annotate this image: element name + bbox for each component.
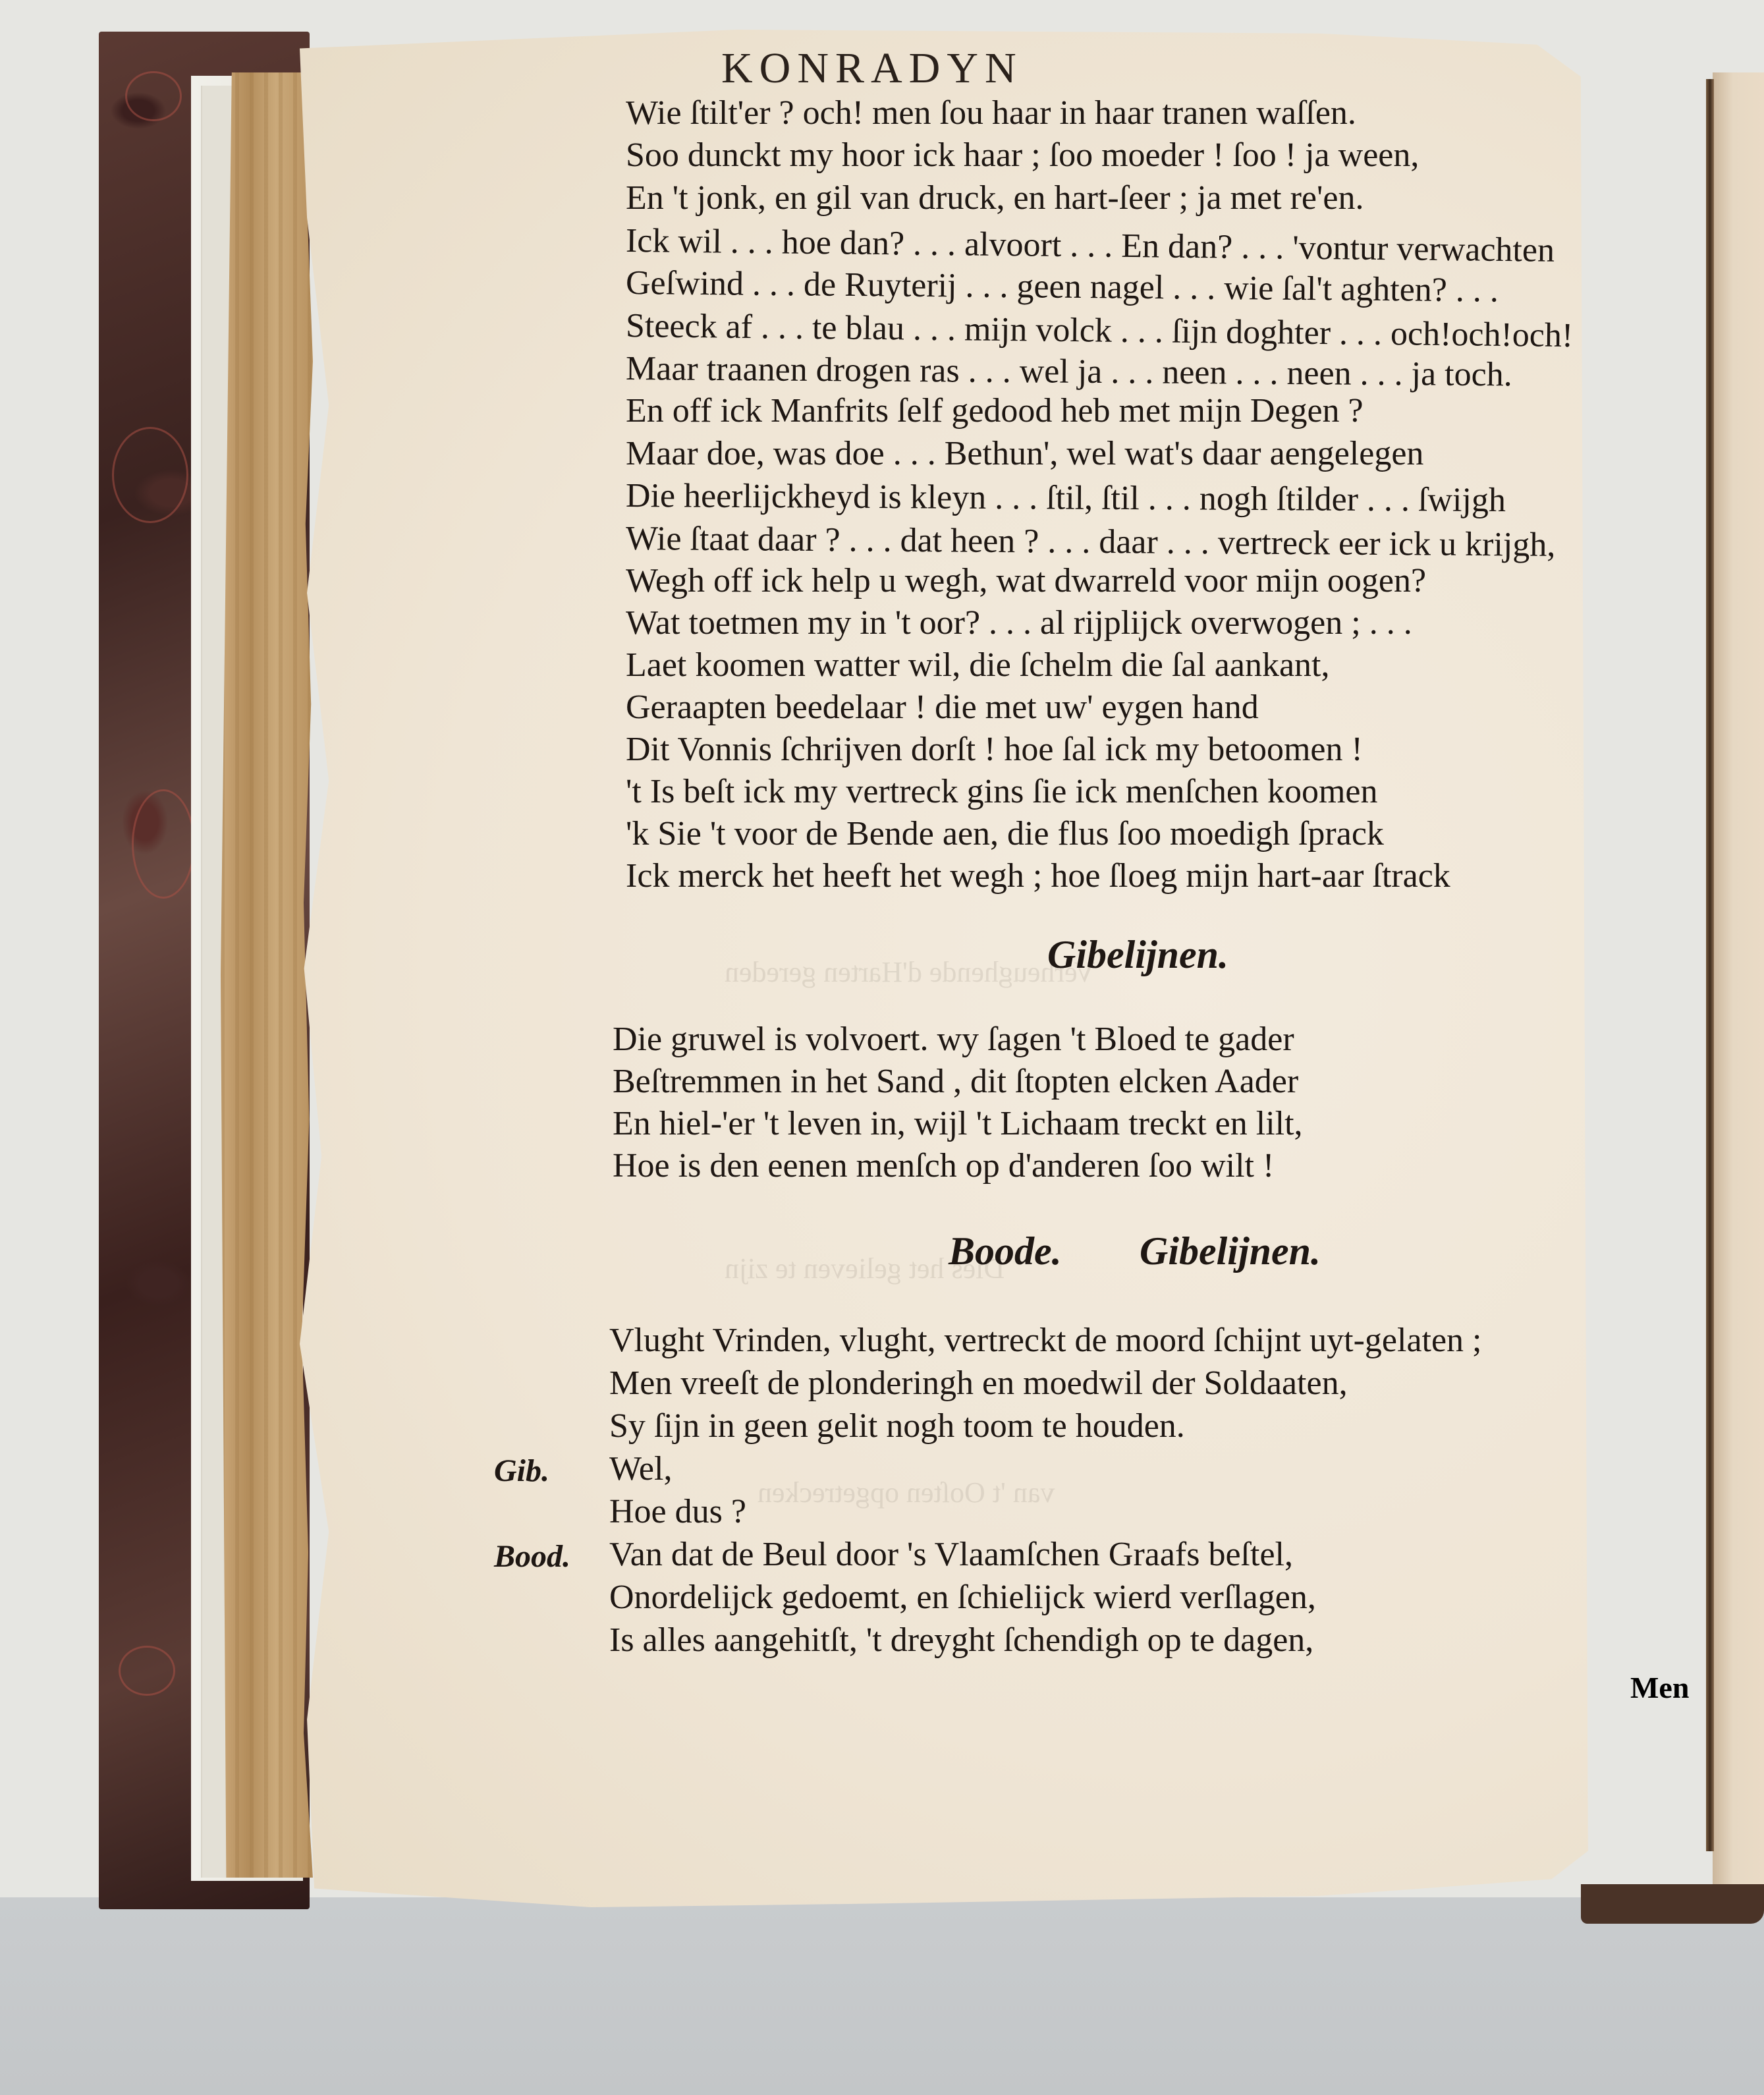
show-through-text: Verheughende d'Harten gereden xyxy=(725,956,1095,988)
show-through-text: van 't Ooſten opgetrecken xyxy=(758,1476,1055,1509)
marble-vein xyxy=(119,1646,175,1696)
verse-line: Beſtremmen in het Sand , dit ſtopten elcken Aader xyxy=(613,1063,1299,1100)
verse-line: Ick wil . . . hoe dan? . . . alvoort . . . En dan? . . . 'vontur verwachten xyxy=(625,222,1555,269)
speaker-heading-gibelijnen: Gibelijnen. xyxy=(1140,1229,1321,1273)
verse-line: 't Is beſt ick my vertreck gins ſie ick menſchen koomen xyxy=(626,773,1378,810)
running-head: KONRADYN xyxy=(721,44,1023,92)
verse-line: Wie ſtaat daar ? . . . dat heen ? . . . daar . . . vertreck eer ick u krijgh, xyxy=(625,520,1556,564)
verse-line: 'k Sie 't voor de Bende aen, die flus ſoo moedigh ſprack xyxy=(626,815,1384,852)
speaker-heading: Gibelijnen. xyxy=(1047,933,1229,976)
verse-line: Geſwind . . . de Ruyterij . . . geen nagel . . . wie ſal't aghten? . . . xyxy=(625,264,1499,310)
stained-page-edges xyxy=(221,72,313,1878)
verse-line: Hoe dus ? xyxy=(609,1493,746,1530)
verse-line: Geraapten beedelaar ! die met uw' eygen hand xyxy=(626,688,1259,726)
verse-line: Wie ſtilt'er ? och! men ſou haar in haar tranen waſſen. xyxy=(626,94,1356,132)
marble-vein xyxy=(112,427,188,523)
speaker-label-gib: Gib. xyxy=(494,1453,549,1488)
cover-corner xyxy=(1581,1884,1764,1924)
verse-line: Steeck af . . . te blau . . . mijn volck . . . ſijn doghter . . . och!och!och! xyxy=(625,307,1574,355)
verse-line: Wel, xyxy=(609,1450,673,1488)
text-block xyxy=(494,0,1746,1779)
verse-line: En 't jonk, en gil van druck, en hart-ſeer ; ja met re'en. xyxy=(626,179,1364,217)
verse-line: Wegh off ick help u wegh, wat dwarreld voor mijn oogen? xyxy=(626,562,1427,600)
verse-line: En off ick Manfrits ſelf gedood heb met mijn Degen ? xyxy=(626,392,1364,430)
verse-line: Van dat de Beul door 's Vlaamſchen Graafs beſtel, xyxy=(609,1536,1293,1573)
verse-line: Hoe is den eenen menſch op d'anderen ſoo wilt ! xyxy=(613,1147,1275,1185)
speaker-heading-boode: Boode. xyxy=(949,1229,1062,1273)
verse-line: Onordelijck gedoemt, en ſchielijck wierd verſlagen, xyxy=(609,1578,1316,1616)
verse-line: Is alles aangehitſt, 't dreyght ſchendigh op te dagen, xyxy=(609,1621,1314,1659)
verse-line: Laet koomen watter wil, die ſchelm die ſal aankant, xyxy=(626,646,1330,684)
marble-vein xyxy=(125,71,182,121)
verse-line: Maar doe, was doe . . . Bethun', wel wat's daar aengelegen xyxy=(626,435,1424,472)
catchword: Men xyxy=(1630,1671,1690,1704)
verse-line: Maar traanen drogen ras . . . wel ja . . . neen . . . neen . . . ja toch. xyxy=(625,350,1512,394)
verse-line: Soo dunckt my hoor ick haar ; ſoo moeder ! ſoo ! ja ween, xyxy=(626,136,1419,174)
verse-line: Sy ſijn in geen gelit nogh toom te houden. xyxy=(609,1407,1185,1445)
verse-line: Die gruwel is volvoert. wy ſagen 't Bloed te gader xyxy=(613,1020,1294,1058)
verse-line: Dit Vonnis ſchrijven dorſt ! hoe ſal ick my betoomen ! xyxy=(626,731,1363,768)
verse-line: Die heerlijckheyd is kleyn . . . ſtil, ſtil . . . nogh ſtilder . . . ſwijgh xyxy=(625,477,1506,519)
table-surface xyxy=(0,1897,1764,2095)
show-through-text: Dies het gelieven te zijn xyxy=(725,1252,1005,1285)
verse-line: Ick merck het heeft het wegh ; hoe ſloeg mijn hart-aar ſtrack xyxy=(626,857,1450,895)
verse-line: Men vreeſt de plonderingh en moedwil der Soldaaten, xyxy=(609,1364,1348,1402)
verse-line: Vlught Vrinden, vlught, vertreckt de moord ſchijnt uyt-gelaten ; xyxy=(609,1322,1482,1359)
speaker-label-bood: Bood. xyxy=(494,1539,571,1574)
verse-line: En hiel-'er 't leven in, wijl 't Lichaam treckt en lilt, xyxy=(613,1105,1303,1142)
marble-vein xyxy=(132,789,195,899)
verse-line: Wat toetmen my in 't oor? . . . al rijplijck overwogen ; . . . xyxy=(626,604,1412,642)
